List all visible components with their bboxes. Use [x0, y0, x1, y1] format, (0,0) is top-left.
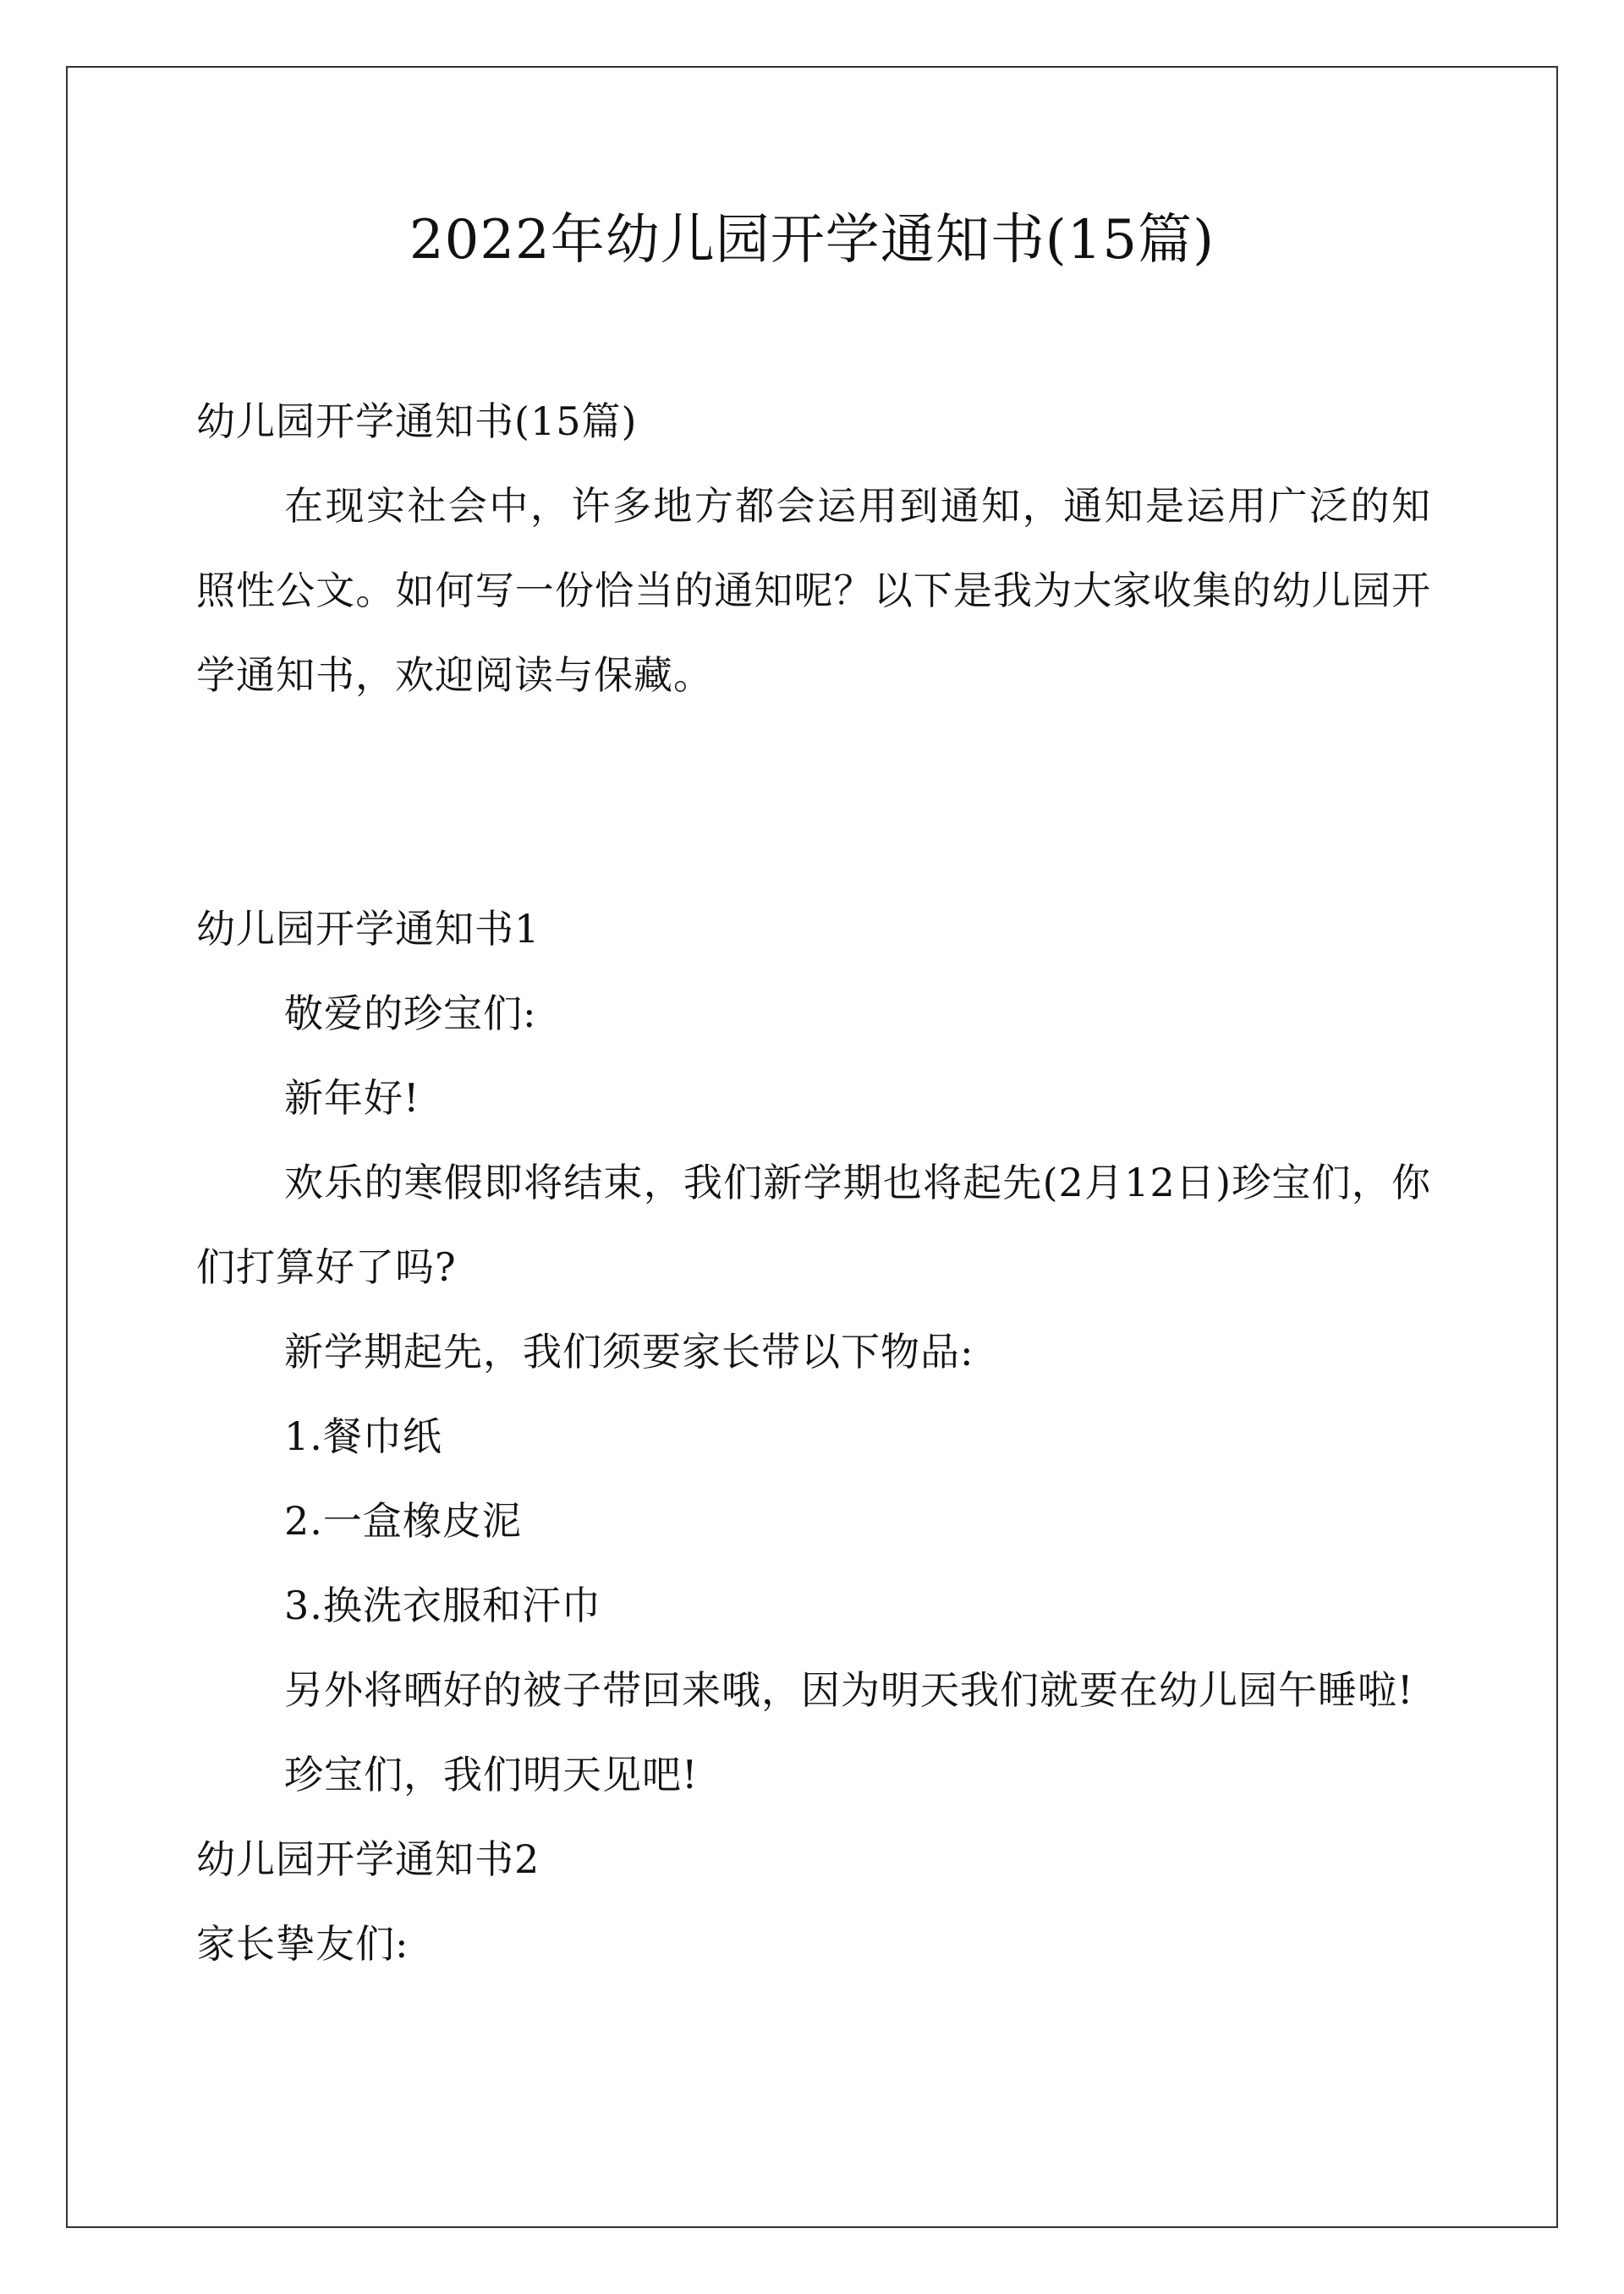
section-1-paragraph-1: 欢乐的寒假即将结束，我们新学期也将起先(2月12日)珍宝们，你们打算好了吗?: [196, 1160, 1431, 1290]
section-1-paragraph-2: 新学期起先，我们须要家长带以下物品:: [284, 1329, 974, 1375]
section-1-greeting: 敬爱的珍宝们:: [284, 991, 537, 1036]
section-1-closing: 珍宝们，我们明天见吧!: [284, 1752, 699, 1797]
list-item: 2.一盒橡皮泥: [284, 1498, 522, 1544]
section-spacer: [196, 717, 1431, 886]
section-1-heading: 幼儿园开学通知书1: [196, 906, 540, 952]
list-item: 3.换洗衣服和汗巾: [284, 1583, 601, 1628]
section-2-greeting: 家长挚友们:: [196, 1921, 409, 1967]
section-1-paragraph-3: 另外将晒好的被子带回来哦，因为明天我们就要在幼儿园午睡啦!: [284, 1667, 1414, 1713]
list-item: 1.餐巾纸: [284, 1413, 442, 1459]
document-body: [196, 379, 1431, 1986]
section-2-heading: 幼儿园开学通知书2: [196, 1836, 540, 1882]
document-title: 2022年幼儿园开学通知书(15篇): [409, 209, 1215, 272]
intro-paragraph: 在现实社会中，许多地方都会运用到通知，通知是运用广泛的知照性公文。如何写一份恰当的通知呢？以下是我为大家收集的幼儿园开学通知书，欢迎阅读与保藏。: [196, 483, 1431, 698]
section-1-new-year: 新年好!: [284, 1075, 420, 1121]
document-subtitle: 幼儿园开学通知书(15篇): [196, 398, 638, 444]
